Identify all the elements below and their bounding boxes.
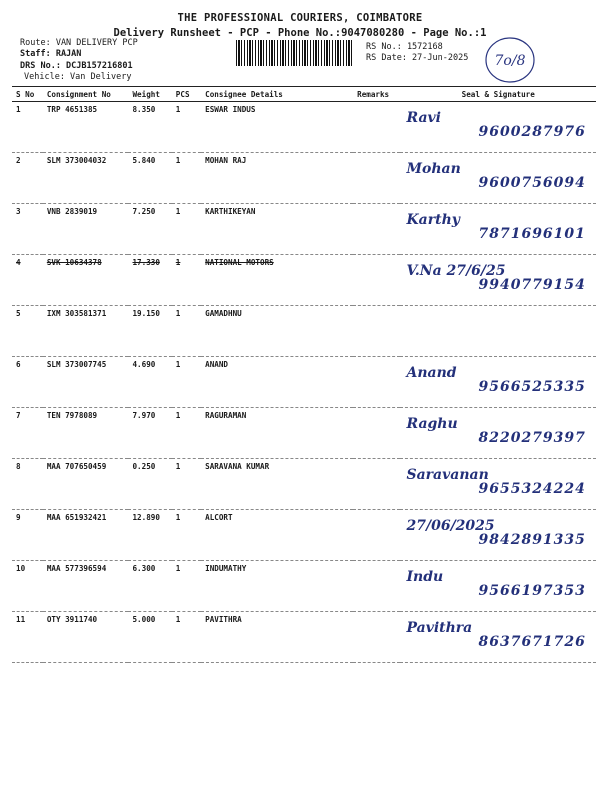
cell-remarks <box>353 357 400 408</box>
handwritten-phone: 8220279397 <box>478 430 586 446</box>
table-row <box>12 408 596 459</box>
handwritten-phone: 9600287976 <box>478 124 586 140</box>
cell-pcs: 1 <box>172 306 201 357</box>
cell-consignee: ESWAR INDUS <box>201 102 353 153</box>
cell-pcs: 1 <box>172 204 201 255</box>
drs-line: DRS No.: DCJB157216801 <box>20 61 133 71</box>
handwritten-phone: 9566197353 <box>478 583 586 599</box>
cell-remarks <box>353 510 400 561</box>
table-row <box>12 612 596 663</box>
cell-pcs: 1 <box>172 510 201 561</box>
cell-sno: 2 <box>12 153 43 204</box>
cell-sno: 4 <box>12 255 43 306</box>
handwritten-signature: 27/06/2025 <box>406 518 495 534</box>
table-row <box>12 459 596 510</box>
cell-consignment: MAA 651932421 <box>43 510 129 561</box>
handwritten-phone: 9940779154 <box>478 277 586 293</box>
table-row <box>12 510 596 561</box>
header-consignment: Consignment No <box>43 87 129 102</box>
cell-pcs: 1 <box>172 102 201 153</box>
cell-consignment: VNB 2839019 <box>43 204 129 255</box>
cell-pcs: 1 <box>172 357 201 408</box>
cell-consignee: GAMADHNU <box>201 306 353 357</box>
cell-remarks <box>353 102 400 153</box>
handwritten-signature: V.Na 27/6/25 <box>406 263 506 279</box>
cell-pcs: 1 <box>172 561 201 612</box>
table-row <box>12 357 596 408</box>
cell-weight: 7.250 <box>128 204 171 255</box>
barcode <box>236 40 354 66</box>
handwritten-phone: 8637671726 <box>478 634 586 650</box>
cell-consignment: MAA 577396594 <box>43 561 129 612</box>
cell-remarks <box>353 408 400 459</box>
cell-consignee: NATIONAL MOTORS <box>201 255 353 306</box>
cell-weight: 5.000 <box>128 612 171 663</box>
cell-signature <box>400 408 596 459</box>
circle-note-text: 7o/8 <box>494 53 526 69</box>
cell-sno: 8 <box>12 459 43 510</box>
cell-consignment: MAA 707650459 <box>43 459 129 510</box>
cell-remarks <box>353 459 400 510</box>
cell-sno: 10 <box>12 561 43 612</box>
handwritten-signature: Indu <box>406 569 444 585</box>
cell-consignee: RAGURAMAN <box>201 408 353 459</box>
cell-sno: 3 <box>12 204 43 255</box>
cell-signature <box>400 306 596 357</box>
cell-signature <box>400 357 596 408</box>
cell-weight: 17.330 <box>128 255 171 306</box>
cell-consignment: SLM 373007745 <box>43 357 129 408</box>
cell-consignee: ALCORT <box>201 510 353 561</box>
runsheet-subtitle: Delivery Runsheet - PCP - Phone No.:9047080280 - Page No.:1 <box>113 27 487 39</box>
cell-pcs: 1 <box>172 153 201 204</box>
table-row <box>12 153 596 204</box>
cell-consignment: IXM 303581371 <box>43 306 129 357</box>
handwritten-circle-note <box>482 32 538 88</box>
cell-consignee: ANAND <box>201 357 353 408</box>
header-sno: S No <box>12 87 43 102</box>
cell-signature <box>400 153 596 204</box>
cell-consignee: PAVITHRA <box>201 612 353 663</box>
cell-weight: 12.890 <box>128 510 171 561</box>
table-row <box>12 255 596 306</box>
handwritten-signature: Anand <box>406 365 457 381</box>
header-weight: Weight <box>128 87 171 102</box>
cell-signature <box>400 459 596 510</box>
cell-sno: 9 <box>12 510 43 561</box>
header-remarks: Remarks <box>353 87 400 102</box>
cell-sno: 5 <box>12 306 43 357</box>
table-row <box>12 102 596 153</box>
cell-signature <box>400 255 596 306</box>
header-consignee: Consignee Details <box>201 87 353 102</box>
cell-sno: 11 <box>12 612 43 663</box>
cell-weight: 0.250 <box>128 459 171 510</box>
table-row <box>12 561 596 612</box>
cell-signature <box>400 561 596 612</box>
cell-weight: 5.840 <box>128 153 171 204</box>
handwritten-signature: Karthy <box>406 212 460 228</box>
handwritten-signature: Pavithra <box>406 620 473 636</box>
cell-pcs: 1 <box>172 255 201 306</box>
cell-signature <box>400 510 596 561</box>
handwritten-phone: 9566525335 <box>478 379 586 395</box>
table-row <box>12 306 596 357</box>
cell-weight: 7.970 <box>128 408 171 459</box>
cell-consignment: TRP 4651385 <box>43 102 129 153</box>
cell-sno: 7 <box>12 408 43 459</box>
cell-remarks <box>353 612 400 663</box>
handwritten-signature: Saravanan <box>406 467 489 483</box>
cell-consignment: SVK 10634378 <box>43 255 129 306</box>
cell-weight: 19.150 <box>128 306 171 357</box>
company-title: THE PROFESSIONAL COURIERS, COIMBATORE <box>177 12 423 24</box>
cell-weight: 6.300 <box>128 561 171 612</box>
rs-date: RS Date: 27-Jun-2025 <box>366 53 469 63</box>
cell-remarks <box>353 306 400 357</box>
cell-remarks <box>353 204 400 255</box>
cell-weight: 4.690 <box>128 357 171 408</box>
route-line: Route: VAN DELIVERY PCP <box>20 38 138 48</box>
handwritten-signature: Raghu <box>406 416 458 432</box>
vehicle-line: Vehicle: Van Delivery <box>24 72 132 82</box>
header-pcs: PCS <box>172 87 201 102</box>
cell-consignment: SLM 373004032 <box>43 153 129 204</box>
cell-pcs: 1 <box>172 612 201 663</box>
cell-weight: 8.350 <box>128 102 171 153</box>
handwritten-signature: Mohan <box>406 161 461 177</box>
cell-consignee: MOHAN RAJ <box>201 153 353 204</box>
cell-remarks <box>353 153 400 204</box>
table-row <box>12 204 596 255</box>
delivery-table <box>12 86 596 663</box>
cell-consignment: TEN 7978089 <box>43 408 129 459</box>
cell-signature <box>400 102 596 153</box>
header-signature: Seal & Signature <box>400 87 596 102</box>
cell-signature <box>400 204 596 255</box>
handwritten-signature: Ravi <box>406 110 441 126</box>
cell-consignee: INDUMATHY <box>201 561 353 612</box>
rs-number: RS No.: 1572168 <box>366 42 443 52</box>
cell-consignee: KARTHIKEYAN <box>201 204 353 255</box>
cell-sno: 1 <box>12 102 43 153</box>
cell-consignee: SARAVANA KUMAR <box>201 459 353 510</box>
cell-signature <box>400 612 596 663</box>
cell-consignment: OTY 3911740 <box>43 612 129 663</box>
handwritten-phone: 7871696101 <box>478 226 586 242</box>
cell-sno: 6 <box>12 357 43 408</box>
handwritten-phone: 9600756094 <box>478 175 586 191</box>
cell-remarks <box>353 255 400 306</box>
cell-pcs: 1 <box>172 459 201 510</box>
handwritten-phone: 9655324224 <box>478 481 586 497</box>
handwritten-phone: 9842891335 <box>478 532 586 548</box>
staff-line: Staff: RAJAN <box>20 49 82 59</box>
cell-pcs: 1 <box>172 408 201 459</box>
cell-remarks <box>353 561 400 612</box>
